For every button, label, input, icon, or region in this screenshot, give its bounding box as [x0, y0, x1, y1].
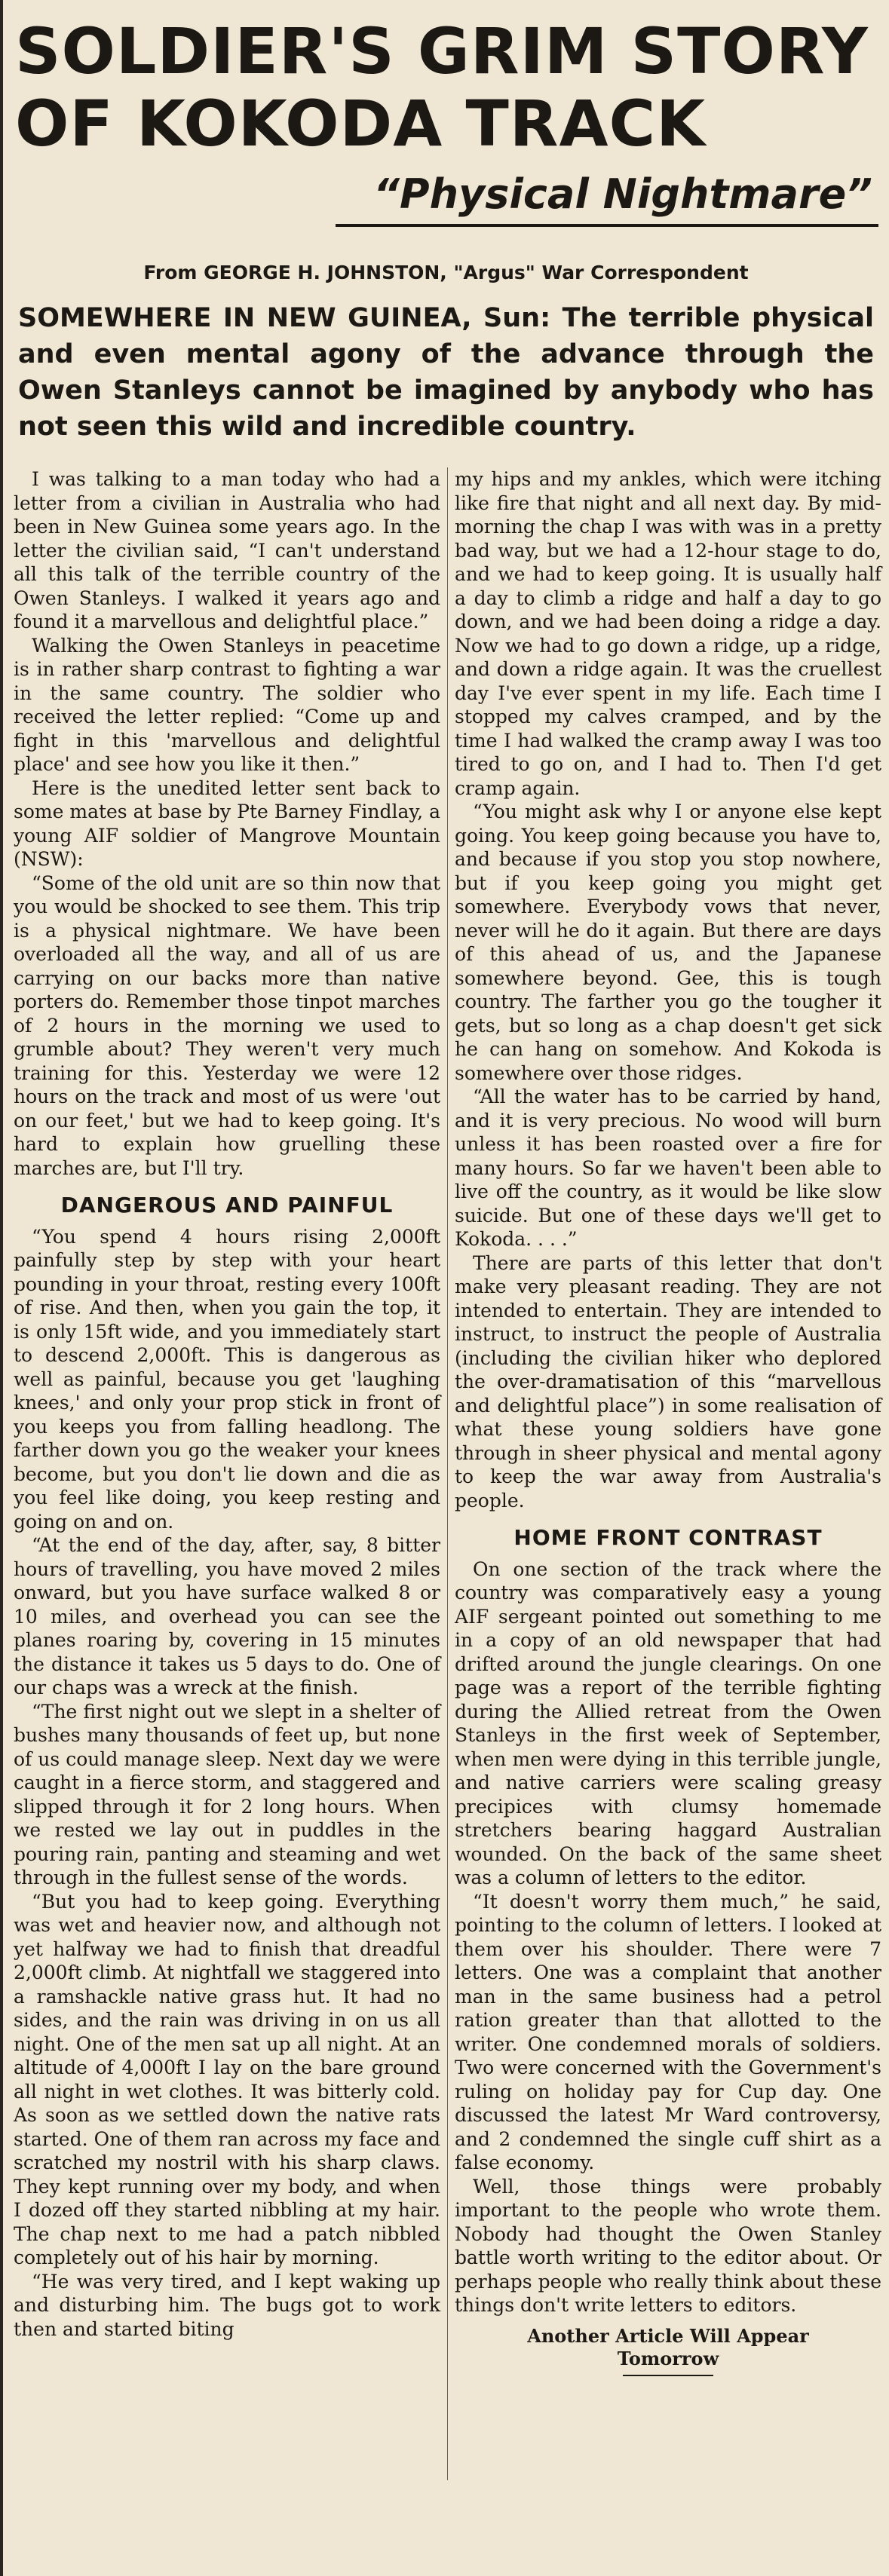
paragraph: “But you had to keep going. Everything was wet and heavier now, and although not yet halfway we had to finish that dreadful 2,000ft climb. At nightfall we staggered into a ramshackle native grass hut. It had no sides, and the rain was driving in on us all night. One of the men sat up all night. At an altitude of 4,000ft I lay on the bare ground all night in wet clothes. It was bitterly cold. As soon as we settled down the native rats started. One of them ran across my face and scratched my nostril with his sharp claws. They kept running over my body, and when I dozed off they started nibbling at my hair. The chap next to me had a patch nibbled completely out of his hair by morning. [14, 1890, 440, 2268]
continued-note-line-2: Tomorrow [617, 2347, 719, 2369]
subheadline: “Physical Nightmare” [373, 170, 872, 218]
paragraph: “The first night out we slept in a shelter of bushes many thousands of feet up, but none of us could manage sleep. Next day we were caught in a fierce storm, and staggered and slipped through it for 2 long hours. When we rested we lay out in puddles in the pouring rain, panting and steaming and wet through in the fullest sense of the words. [14, 1700, 440, 1888]
article-columns [14, 467, 881, 2488]
paragraph: “He was very tired, and I kept waking up and disturbing him. The bugs got to work then and started biting [14, 2270, 440, 2340]
continued-note-line-1: Another Article Will Appear [527, 2324, 809, 2347]
paragraph: “Some of the old unit are so thin now that you would be shocked to see them. This trip is a physical nightmare. We have been overloaded all the way, and all of us are carrying on our backs more than native porters do. Remember those tinpot marches of 2 hours in the morning we used to grumble about? They weren't very much training for this. Yesterday we were 12 hours on the track and most of us were 'out on our feet,' but we had to keep going. It's hard to explain how gruelling these marches are, but I'll try. [14, 871, 440, 1179]
paragraph: Walking the Owen Stanleys in peacetime is in rather sharp contrast to fighting a war in the same country. The soldier who received the letter replied: “Come up and fight in this 'marvellous and delightful place' and see how you like it then.” [14, 634, 440, 775]
column-divider [447, 467, 448, 2480]
paragraph: “You spend 4 hours rising 2,000ft painfully step by step with your heart pounding in your throat, resting every 100ft of rise. And then, when you gain the top, it is only 15ft wide, and you immediately start to descend 2,000ft. This is dangerous as well as painful, because you get 'laughing knees,' and only your prop stick in front of you keeps you from falling headlong. The farther down you go the weaker your knees become, but you don't lie down and die as you feel like doing, you keep resting and going on and on. [14, 1225, 440, 1533]
section-subtitle: HOME FRONT CONTRAST [513, 1525, 823, 1550]
paragraph: my hips and my ankles, which were itching like fire that night and all next day. By mid-morning the chap I was with was in a pretty bad way, but we had a 12-hour stage to do, and we had to keep going. It is usually half a day to climb a ridge and half a day to go down, and we had been doing a ridge a day. Now we had to go down a ridge, up a ridge, and down a ridge again. It was the cruellest day I've ever spent in my life. Each time I stopped my calves cramped, and by the time I had walked the cramp away I was too tired to go on, and I had to. Then I'd get cramp again. [455, 468, 881, 799]
headline-line-2: OF KOKODA TRACK [15, 87, 707, 161]
paragraph: “You might ask why I or anyone else kept going. You keep going because you have to, and because if you stop you stop nowhere, but if you keep going you might get somewhere. Everybody vows that never, never will he do it again. But there are days of this ahead of us, and the Japanese somewhere beyond. Gee, this is tough country. The farther you go the tougher it gets, but so long as a chap doesn't get sick he can hang on somehow. And Kokoda is somewhere over those ridges. [455, 801, 881, 1084]
paragraph: Well, those things were probably important to the people who wrote them. Nobody had thought the Owen Stanley battle worth writing to the editor about. Or perhaps people who really think about these things don't write letters to editors. [455, 2175, 881, 2316]
left-column [14, 467, 440, 2341]
intro-paragraph: SOMEWHERE IN NEW GUINEA, Sun: The terrible physical and even mental agony of the advance through the Owen Stanleys cannot be imagined by anybody who has not seen this wild and incredible country. [18, 303, 874, 442]
paragraph: On one section of the track where the country was comparatively easy a young AIF sergeant pointed out something to me in a copy of an old newspaper that had drifted around the jungle clearings. On one page was a report of the terrible fighting during the Allied retreat from the Owen Stanleys in the first week of September, when men were dying in this terrible jungle, and native carriers were scaling greasy precipices with clumsy homemade stretchers bearing haggard Australian wounded. On the back of the same sheet was a column of letters to the editor. [455, 1558, 881, 1888]
byline: From GEORGE H. JOHNSTON, "Argus" War Correspondent [143, 262, 749, 283]
paragraph: “It doesn't worry them much,” he said, pointing to the column of letters. I looked at them over his shoulder. There were 7 letters. One was a complaint that another man in the same business had a petrol ration greater than that allotted to the writer. One condemned morals of soldiers. Two were concerned with the Government's ruling on holiday pay for Cup day. One discussed the latest Mr Ward controversy, and 2 condemned the single cuff shirt as a false economy. [455, 1890, 881, 2173]
section-subtitle: DANGEROUS AND PAINFUL [60, 1193, 394, 1218]
paragraph: There are parts of this letter that don't make very pleasant reading. They are not intended to entertain. They are intended to instruct, to instruct the people of Australia (including the civilian hiker who deplored the over-dramatisation of this “marvellous and delightful place”) in some realisation of what these young soldiers have gone through in sheer physical and mental agony to keep the war away from Australia's people. [455, 1251, 881, 1512]
paragraph: Here is the unedited letter sent back to some mates at base by Pte Barney Findlay, a young AIF soldier of Mangrove Mountain (NSW): [14, 776, 440, 870]
headline [15, 15, 878, 160]
right-column [455, 467, 881, 2376]
paragraph: I was talking to a man today who had a letter from a civilian in Australia who had been in New Guinea some years ago. In the letter the civilian said, “I can't understand all this talk of the terrible country of the Owen Stanleys. I walked it years ago and found it a marvellous and delightful place.” [14, 468, 440, 633]
footer-rule [623, 2375, 713, 2376]
headline-line-1: SOLDIER'S GRIM STORY [15, 14, 869, 88]
paragraph: “All the water has to be carried by hand, and it is very precious. No wood will burn unless it has been roasted over a fire for many hours. So far we haven't been able to live off the country, as it would be like slow suicide. But one of these days we'll get to Kokoda. . . .” [455, 1086, 881, 1250]
subhead-rule [336, 224, 878, 227]
paragraph: “At the end of the day, after, say, 8 bitter hours of travelling, you have moved 2 miles onward, but you have surface walked 8 or 10 miles, and overhead you can see the planes roaring by, covering in 15 minutes the distance it takes us 5 days to do. One of our chaps was a wreck at the finish. [14, 1534, 440, 1698]
continued-note [455, 2325, 881, 2370]
